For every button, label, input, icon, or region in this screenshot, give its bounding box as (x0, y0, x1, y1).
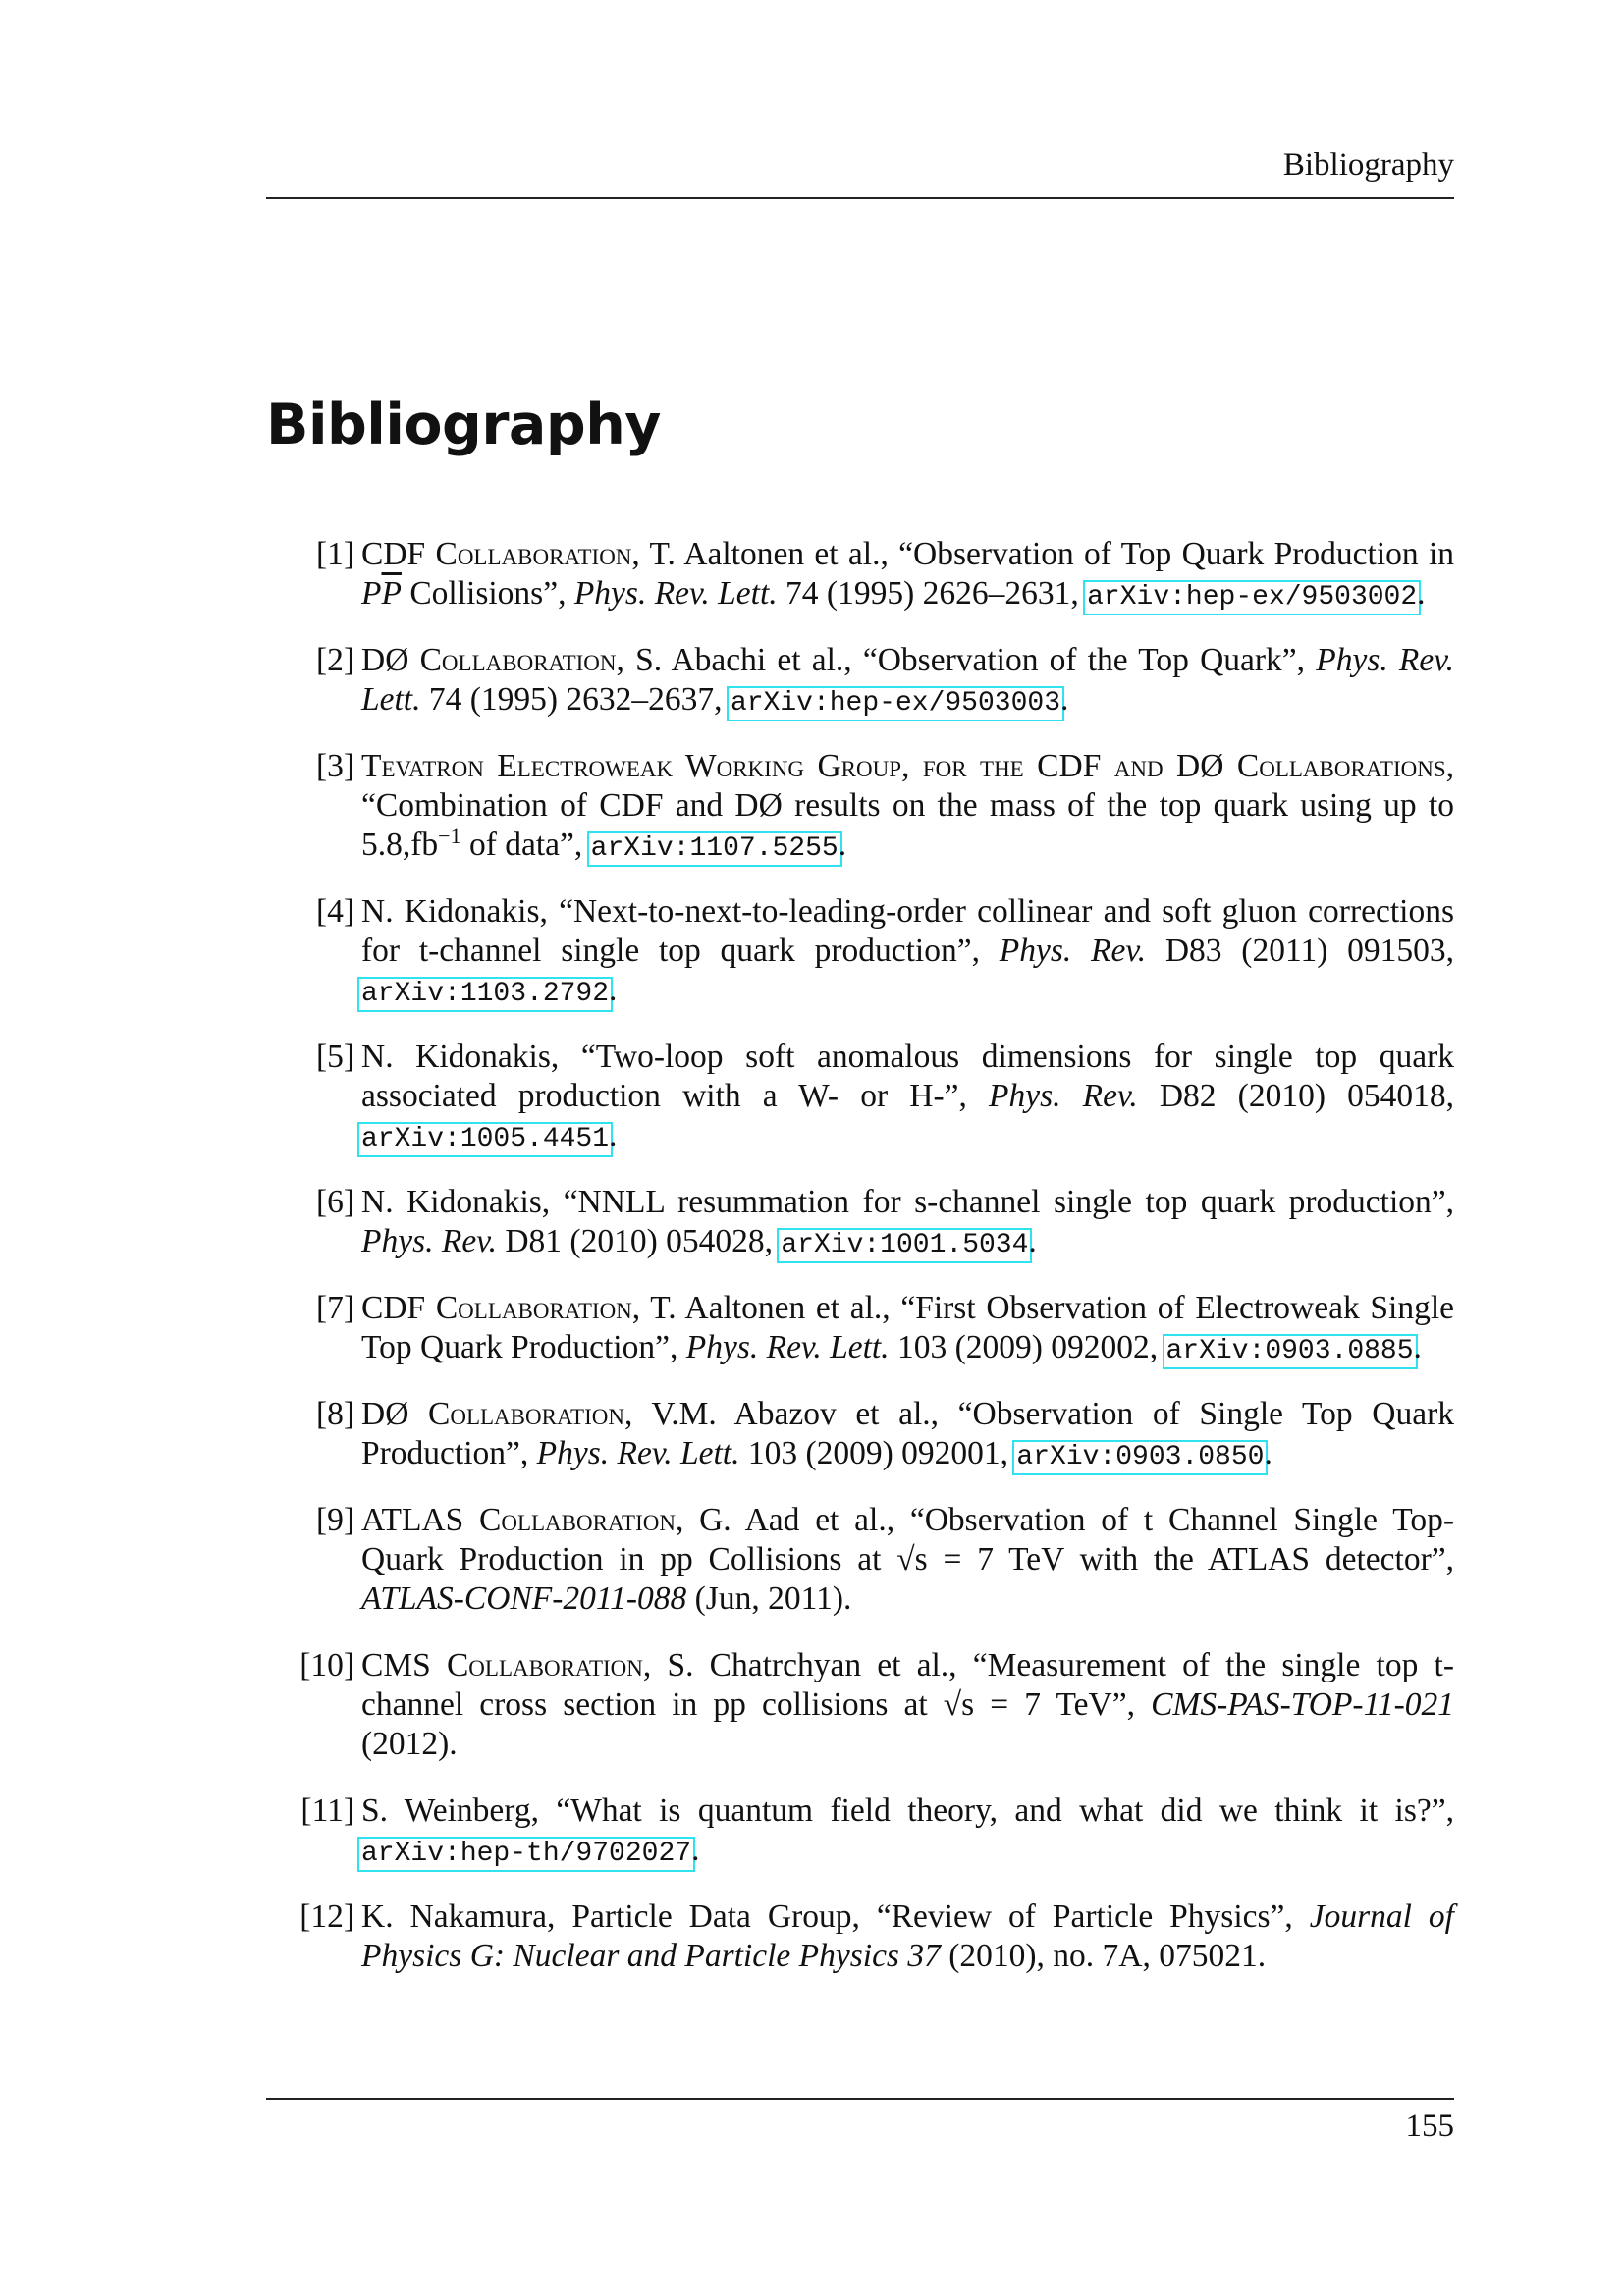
entry-journal: Journal of Physics G: Nuclear and Particle Physics 37 (361, 1898, 1454, 1974)
bib-entry-11 (266, 1791, 1454, 1870)
arxiv-link[interactable]: arXiv:hep-th/9702027 (361, 1839, 692, 1869)
entry-title: “Observation of the Top Quark”, (862, 642, 1317, 678)
entry-journal: Phys. Rev. Lett. (573, 575, 778, 612)
entry-title: “Observation of Single Top Quark Production”, (361, 1396, 1454, 1471)
entry-collaboration: DØ Collaboration (361, 642, 617, 678)
chapter-title: Bibliography (266, 393, 661, 457)
bib-entry-12 (266, 1897, 1454, 1976)
bibliography-list (266, 535, 1454, 1976)
entry-title: “Observation of Top Quark Production in (898, 536, 1455, 572)
entry-title: “Review of Particle Physics”, (876, 1898, 1310, 1935)
entry-authors: , S. Abachi et al., (616, 642, 863, 678)
entry-title-superscript: −1 (438, 824, 461, 848)
entry-collaboration: CDF Collaboration (361, 1290, 632, 1326)
entry-title-cont: of data”, (460, 827, 591, 863)
entry-separator: , (1445, 748, 1454, 784)
entry-number: [9] (315, 1502, 354, 1538)
entry-number: [11] (300, 1792, 354, 1829)
entry-collaboration: DØ Collaboration (361, 1396, 624, 1432)
header-rule (266, 197, 1454, 199)
entry-authors: , S. Chatrchyan et al., (642, 1647, 973, 1683)
entry-end: . (1413, 1329, 1422, 1365)
entry-math: √s = 7 TeV (943, 1686, 1112, 1723)
entry-report: CMS-PAS-TOP-11-021 (1151, 1686, 1454, 1723)
entry-title-cont: ”, (1111, 1686, 1152, 1723)
entry-title: “What is quantum field theory, and what did we think it is?”, (556, 1792, 1454, 1829)
arxiv-link[interactable]: arXiv:1103.2792 (361, 979, 610, 1009)
entry-title: “First Observation of Electroweak Single Top Quark Production”, (361, 1290, 1455, 1365)
entry-end: . (1417, 575, 1426, 612)
entry-authors: , T. Aaltonen et al., (631, 1290, 901, 1326)
entry-details: D82 (2010) 054018, (1137, 1078, 1454, 1114)
page-number: 155 (1405, 2109, 1454, 2144)
arxiv-link[interactable]: arXiv:0903.0885 (1165, 1336, 1414, 1366)
entry-authors: K. Nakamura, Particle Data Group, (361, 1898, 877, 1935)
entry-details: 103 (2009) 092001, (739, 1435, 1017, 1471)
entry-journal: Phys. Rev. Lett. (536, 1435, 740, 1471)
entry-journal: Phys. Rev. (988, 1078, 1138, 1114)
bib-entry-4 (266, 892, 1454, 1010)
entry-details: D81 (2010) 054028, (496, 1223, 782, 1259)
arxiv-link[interactable]: arXiv:hep-ex/9503002 (1087, 582, 1418, 613)
bib-entry-7 (266, 1289, 1454, 1367)
entry-title: “NNLL resummation for s-channel single top quark production”, (563, 1184, 1454, 1220)
arxiv-link[interactable]: arXiv:1107.5255 (590, 833, 839, 864)
entry-details: (2010), no. 7A, 075021. (940, 1938, 1267, 1974)
entry-authors: N. Kidonakis, (361, 1184, 564, 1220)
entry-number: [7] (315, 1290, 354, 1326)
entry-details: 74 (1995) 2632–2637, (420, 681, 731, 718)
entry-collaboration: CDF Collaboration (361, 536, 632, 572)
entry-number: [8] (315, 1396, 354, 1432)
bib-entry-10 (266, 1646, 1454, 1764)
arxiv-link[interactable]: arXiv:1005.4451 (361, 1124, 610, 1154)
entry-title: “Combination of CDF and DØ results on the mass of the top quark using up to 5.8,fb (361, 787, 1454, 863)
entry-number: [12] (299, 1898, 354, 1935)
entry-number: [2] (315, 642, 354, 678)
arxiv-link[interactable]: arXiv:1001.5034 (781, 1230, 1029, 1260)
entry-details: 103 (2009) 092002, (889, 1329, 1166, 1365)
entry-title: “Measurement of the single top t-channel cross section in pp collisions at (361, 1647, 1454, 1723)
entry-end: . (1060, 681, 1069, 718)
entry-title: “Two-loop soft anomalous dimensions for single top quark associated production with a W- or H-”, (361, 1039, 1454, 1114)
bib-entry-5 (266, 1038, 1454, 1155)
entry-journal: Phys. Rev. (361, 1223, 497, 1259)
entry-authors: , V.M. Abazov et al., (623, 1396, 958, 1432)
math-p: P (361, 575, 382, 612)
bib-entry-3 (266, 747, 1454, 865)
entry-details: (Jun, 2011). (686, 1580, 852, 1617)
entry-journal: Phys. Rev. Lett. (685, 1329, 890, 1365)
running-header: Bibliography (1282, 147, 1454, 183)
entry-title: “Observation of t Channel Single Top-Quark Production in pp Collisions at (361, 1502, 1454, 1577)
entry-details: (2012). (361, 1726, 458, 1762)
entry-details: D83 (2011) 091503, (1146, 933, 1454, 969)
bib-entry-6 (266, 1183, 1454, 1261)
entry-number: [3] (315, 748, 354, 784)
bib-entry-8 (266, 1395, 1454, 1473)
bib-entry-9 (266, 1501, 1454, 1619)
entry-end: . (838, 827, 847, 863)
entry-journal: Phys. Rev. (999, 933, 1147, 969)
entry-authors: N. Kidonakis, (361, 893, 560, 930)
entry-title-cont: with the ATLAS detector”, (1063, 1541, 1454, 1577)
entry-end: . (609, 1117, 618, 1153)
arxiv-link[interactable]: arXiv:hep-ex/9503003 (730, 688, 1060, 719)
arxiv-link[interactable]: arXiv:0903.0850 (1016, 1442, 1265, 1472)
entry-number: [1] (315, 536, 354, 572)
entry-end: . (1264, 1435, 1272, 1471)
entry-number: [4] (315, 893, 354, 930)
bib-entry-1 (266, 535, 1454, 614)
entry-journal: Phys. Rev. Lett. (361, 642, 1455, 718)
entry-title: “Next-to-next-to-leading-order collinear and soft gluon corrections for t-channel single top quark production”, (361, 893, 1454, 969)
math-pbar: $\overline{P}$ (381, 575, 402, 612)
entry-math: √s = 7 TeV (896, 1541, 1064, 1577)
entry-collaboration: ATLAS Collaboration (361, 1502, 676, 1538)
entry-authors: N. Kidonakis, (361, 1039, 581, 1075)
entry-number: [10] (299, 1647, 354, 1683)
entry-end: . (1028, 1223, 1037, 1259)
entry-collaboration: Tevatron Electroweak Working Group, for the CDF and DØ Collaborations (361, 748, 1446, 784)
entry-number: [5] (315, 1039, 354, 1075)
entry-title-cont: Collisions”, (401, 575, 574, 612)
entry-report: ATLAS-CONF-2011-088 (361, 1580, 687, 1617)
footer-rule (266, 2098, 1454, 2100)
entry-number: [6] (315, 1184, 354, 1220)
entry-authors: , T. Aaltonen et al., (631, 536, 899, 572)
bib-entry-2 (266, 641, 1454, 720)
entry-authors: S. Weinberg, (361, 1792, 557, 1829)
entry-details: 74 (1995) 2626–2631, (777, 575, 1088, 612)
entry-authors: , G. Aad et al., (675, 1502, 910, 1538)
entry-collaboration: CMS Collaboration (361, 1647, 643, 1683)
entry-end: . (609, 972, 618, 1008)
entry-end: . (691, 1832, 700, 1868)
